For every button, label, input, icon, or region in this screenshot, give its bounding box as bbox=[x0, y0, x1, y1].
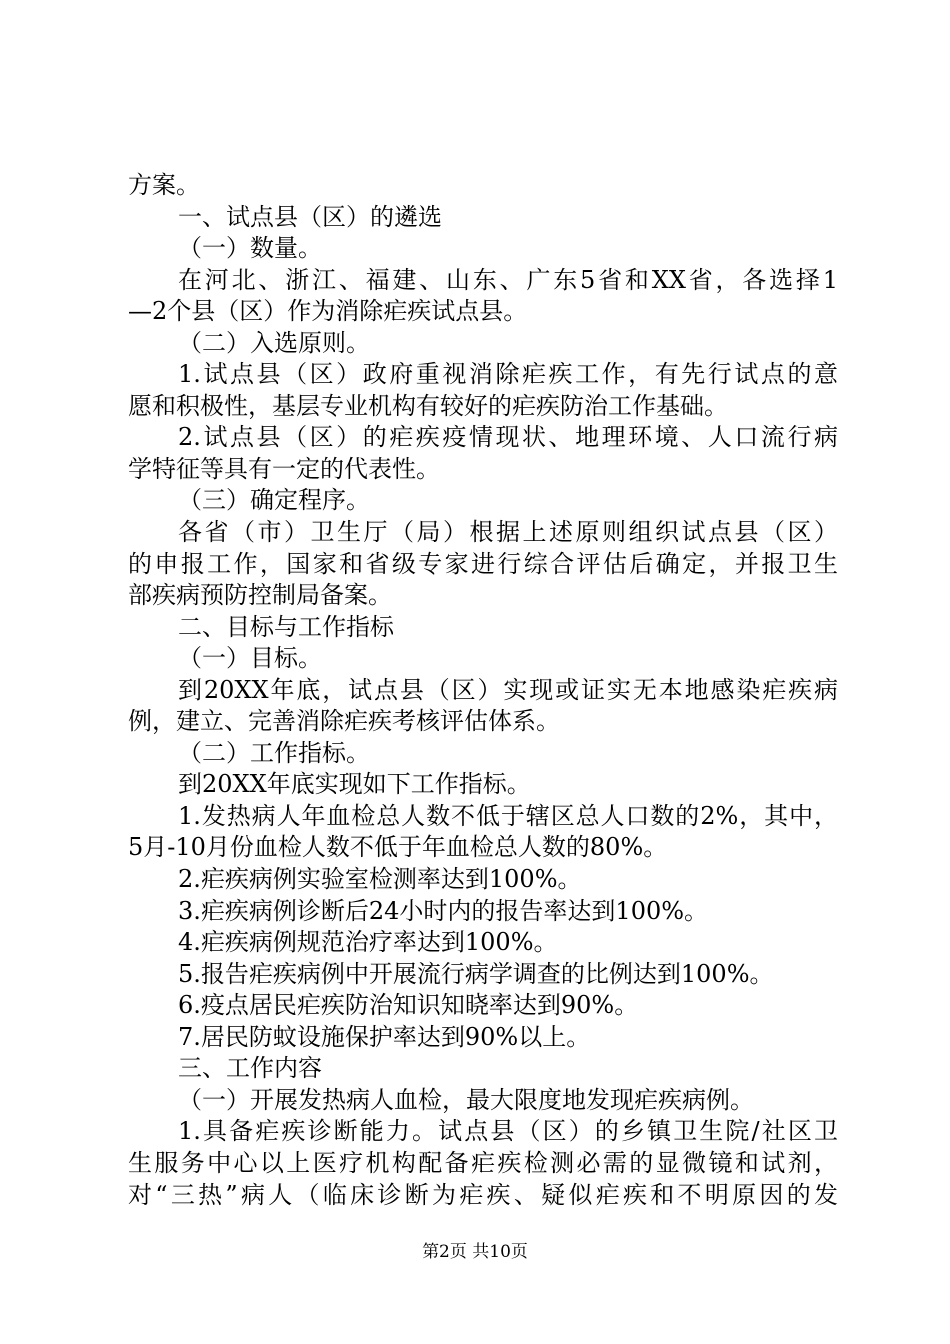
text-line: 二、目标与工作指标 bbox=[178, 612, 394, 641]
text-line: 的申报工作，国家和省级专家进行综合评估后确定，并报卫生 bbox=[128, 549, 838, 578]
text-line: 一、试点县（区）的遴选 bbox=[178, 202, 442, 231]
text-line: 2.试点县（区）的疟疾疫情现状、地理环境、人口流行病 bbox=[178, 423, 838, 452]
text-line: 例，建立、完善消除疟疾考核评估体系。 bbox=[128, 707, 560, 736]
text-line: 1.试点县（区）政府重视消除疟疾工作，有先行试点的意 bbox=[178, 360, 838, 389]
text-line: （二）入选原则。 bbox=[178, 328, 370, 357]
text-line: 愿和积极性，基层专业机构有较好的疟疾防治工作基础。 bbox=[128, 391, 728, 420]
text-line: 在河北、浙江、福建、山东、广东5省和XX省，各选择1 bbox=[178, 265, 838, 294]
text-line: 各省（市）卫生厅（局）根据上述原则组织试点县（区） bbox=[178, 518, 838, 547]
text-line: 对“三热”病人（临床诊断为疟疾、疑似疟疾和不明原因的发 bbox=[128, 1180, 838, 1209]
text-line: （一）目标。 bbox=[178, 644, 322, 673]
text-line: 6.疫点居民疟疾防治知识知晓率达到90%。 bbox=[178, 991, 639, 1020]
text-line: 5月-10月份血检人数不低于年血检总人数的80%。 bbox=[128, 833, 668, 862]
text-line: 学特征等具有一定的代表性。 bbox=[128, 454, 440, 483]
text-line: （二）工作指标。 bbox=[178, 738, 370, 767]
page-footer: 第2页 共10页 bbox=[422, 1242, 528, 1262]
text-line: 5.报告疟疾病例中开展流行病学调查的比例达到100%。 bbox=[178, 959, 774, 988]
text-line: 到20XX年底，试点县（区）实现或证实无本地感染疟疾病 bbox=[178, 675, 838, 704]
text-line: （一）开展发热病人血检，最大限度地发现疟疾病例。 bbox=[178, 1085, 754, 1114]
document-body bbox=[128, 170, 838, 1211]
text-line: 2.疟疾病例实验室检测率达到100%。 bbox=[178, 865, 582, 894]
text-line: （三）确定程序。 bbox=[178, 486, 370, 515]
text-line: 1.发热病人年血检总人数不低于辖区总人口数的2%，其中， bbox=[178, 801, 838, 830]
text-line: 1.具备疟疾诊断能力。试点县（区）的乡镇卫生院/社区卫 bbox=[178, 1117, 838, 1146]
text-line: 4.疟疾病例规范治疗率达到100%。 bbox=[178, 928, 558, 957]
text-line: 三、工作内容 bbox=[178, 1054, 322, 1083]
text-line: 方案。 bbox=[128, 171, 200, 199]
text-line: 部疾病预防控制局备案。 bbox=[128, 581, 392, 610]
text-line: 到20XX年底实现如下工作指标。 bbox=[178, 770, 531, 799]
text-line: 生服务中心以上医疗机构配备疟疾检测必需的显微镜和试剂， bbox=[128, 1148, 838, 1177]
text-line: 3.疟疾病例诊断后24小时内的报告率达到100%。 bbox=[178, 896, 709, 925]
text-line: 7.居民防蚊设施保护率达到90%以上。 bbox=[178, 1022, 591, 1051]
text-line: —2个县（区）作为消除疟疾试点县。 bbox=[128, 297, 528, 326]
text-line: （一）数量。 bbox=[178, 234, 322, 263]
